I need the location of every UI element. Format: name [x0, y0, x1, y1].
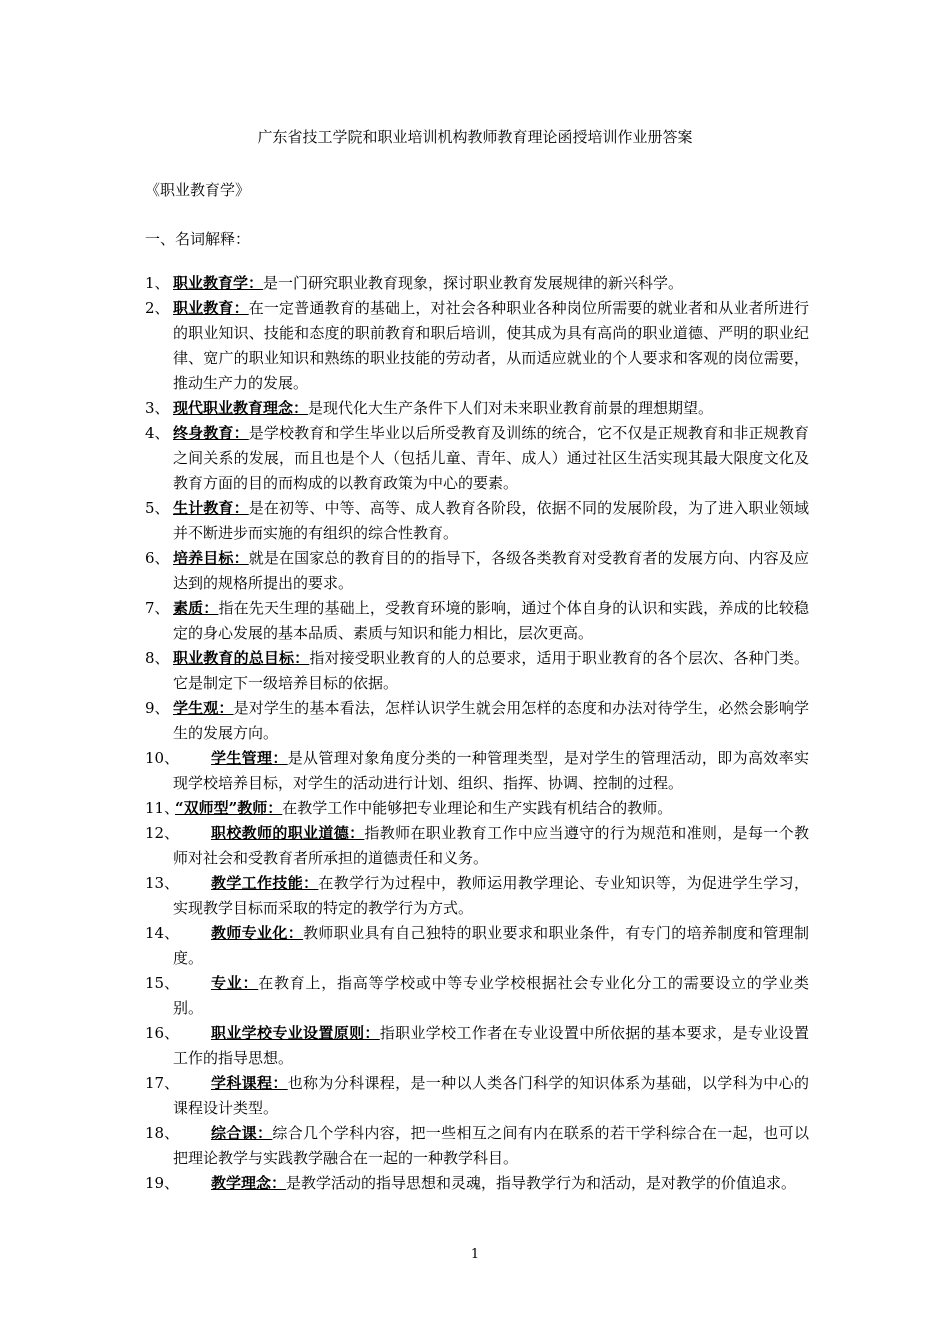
item-text: 在教学工作中能够把专业理论和生产实践有机结合的教师。: [282, 799, 673, 817]
book-title: 《职业教育学》: [145, 181, 251, 199]
item-text: 指教师在职业教育工作中应当遵守的行为规范和准则，是每一个教师对社会和受教育者所承担的道德责任和义务。: [173, 824, 809, 867]
item-term: 培养目标：: [173, 549, 249, 567]
page-number: 1: [470, 1247, 480, 1262]
item-text: 在教学行为过程中，教师运用教学理论、专业知识等，为促进学生学习，实现教学目标而采取的特定的教学行为方式。: [173, 874, 809, 917]
item-number: 1、: [145, 274, 170, 292]
item-term: 职校教师的职业道德：: [211, 824, 365, 842]
item-text: 综合几个学科内容，把一些相互之间有内在联系的若干学科综合在一起，也可以把理论教学与实践教学融合在一起的一种教学科目。: [173, 1124, 809, 1167]
item-number: 2、: [145, 299, 170, 317]
item-text: 指在先天生理的基础上，受教育环境的影响，通过个体自身的认识和实践，养成的比较稳定的身心发展的基本品质、素质与知识和能力相比，层次更高。: [173, 599, 809, 642]
item-term: 学生管理：: [211, 749, 288, 767]
item-term: 学科课程：: [211, 1074, 288, 1092]
item-number: 10、: [145, 749, 180, 767]
item-number: 3、: [145, 399, 170, 417]
item-term: 终身教育：: [173, 424, 249, 442]
item-number: 9、: [145, 699, 170, 717]
definition-list: [0, 271, 950, 1196]
definition-item: [0, 496, 950, 546]
item-term: 教学工作技能：: [211, 874, 319, 892]
definition-item: [0, 1171, 950, 1196]
definition-item: [0, 271, 950, 296]
definition-item: [0, 646, 950, 696]
item-text: 在一定普通教育的基础上，对社会各种职业各种岗位所需要的就业者和从业者所进行的职业知识、技能和态度的职前教育和职后培训，使其成为具有高尚的职业道德、严明的职业纪律、宽广的职业知识和熟练的职业技能的劳动者，从而适应就业的个人要求和客观的岗位需要，推动生产力的发展。: [173, 299, 809, 392]
definition-item: [0, 396, 950, 421]
item-number: 6、: [145, 549, 170, 567]
item-number: 12、: [145, 824, 180, 842]
item-term: 职业教育的总目标：: [173, 649, 310, 667]
definition-item: [0, 971, 950, 1021]
definition-item: [0, 796, 950, 821]
item-number: 11、: [145, 799, 180, 817]
definition-item: [0, 421, 950, 496]
item-number: 8、: [145, 649, 170, 667]
item-number: 18、: [145, 1124, 180, 1142]
definition-item: [0, 546, 950, 596]
item-text: 教师职业具有自己独特的职业要求和职业条件，有专门的培养制度和管理制度。: [173, 924, 809, 967]
item-text: 是学校教育和学生毕业以后所受教育及训练的统合，它不仅是正规教育和非正规教育之间关系的发展，而且也是个人（包括儿童、青年、成人）通过社区生活实现其最大限度文化及教育方面的目的而构成的以教育政策为中心的要素。: [173, 424, 809, 492]
definition-item: [0, 871, 950, 921]
item-text: 是从管理对象角度分类的一种管理类型，是对学生的管理活动，即为高效率实现学校培养目标，对学生的活动进行计划、组织、指挥、协调、控制的过程。: [173, 749, 809, 792]
document-title: 广东省技工学院和职业培训机构教师教育理论函授培训作业册答案: [257, 128, 693, 146]
item-number: 16、: [145, 1024, 180, 1042]
item-number: 19、: [145, 1174, 180, 1192]
item-term: 职业教育：: [173, 299, 249, 317]
item-term: 职业学校专业设置原则：: [211, 1024, 380, 1042]
item-text: 指职业学校工作者在专业设置中所依据的基本要求，是专业设置工作的指导思想。: [173, 1024, 809, 1067]
item-number: 7、: [145, 599, 170, 617]
item-text: 是教学活动的指导思想和灵魂，指导教学行为和活动，是对教学的价值追求。: [286, 1174, 797, 1192]
definition-item: [0, 1071, 950, 1121]
item-term: 教学理念：: [211, 1174, 287, 1192]
item-term: 学生观：: [173, 699, 234, 717]
section-heading: 一、名词解释：: [145, 230, 251, 248]
item-text: 就是在国家总的教育目的的指导下，各级各类教育对受教育者的发展方向、内容及应达到的规格所提出的要求。: [173, 549, 809, 592]
definition-item: [0, 696, 950, 746]
item-term: “双师型”教师：: [175, 799, 283, 817]
item-number: 4、: [145, 424, 170, 442]
item-text: 是在初等、中等、高等、成人教育各阶段，依据不同的发展阶段，为了进入职业领域并不断进步而实施的有组织的综合性教育。: [173, 499, 809, 542]
definition-item: [0, 1121, 950, 1171]
item-number: 13、: [145, 874, 180, 892]
item-term: 职业教育学：: [173, 274, 264, 292]
item-text: 是一门研究职业教育现象，探讨职业教育发展规律的新兴科学。: [263, 274, 684, 292]
item-term: 专业：: [211, 974, 259, 992]
item-text: 也称为分科课程，是一种以人类各门科学的知识体系为基础，以学科为中心的课程设计类型。: [173, 1074, 809, 1117]
item-term: 教师专业化：: [211, 924, 304, 942]
item-term: 综合课：: [211, 1124, 273, 1142]
item-number: 17、: [145, 1074, 180, 1092]
item-number: 15、: [145, 974, 180, 992]
item-term: 素质：: [173, 599, 219, 617]
definition-item: [0, 746, 950, 796]
definition-item: [0, 296, 950, 396]
definition-item: [0, 596, 950, 646]
item-text: 在教育上，指高等学校或中等专业学校根据社会专业化分工的需要设立的学业类别。: [173, 974, 809, 1017]
item-text: 是对学生的基本看法，怎样认识学生就会用怎样的态度和办法对待学生，必然会影响学生的发展方向。: [173, 699, 809, 742]
item-term: 生计教育：: [173, 499, 249, 517]
item-number: 5、: [145, 499, 170, 517]
item-term: 现代职业教育理念：: [173, 399, 309, 417]
definition-item: [0, 1021, 950, 1071]
definition-item: [0, 921, 950, 971]
item-text: 指对接受职业教育的人的总要求，适用于职业教育的各个层次、各种门类。它是制定下一级培养目标的依据。: [173, 649, 809, 692]
item-number: 14、: [145, 924, 180, 942]
definition-item: [0, 821, 950, 871]
item-text: 是现代化大生产条件下人们对未来职业教育前景的理想期望。: [308, 399, 714, 417]
